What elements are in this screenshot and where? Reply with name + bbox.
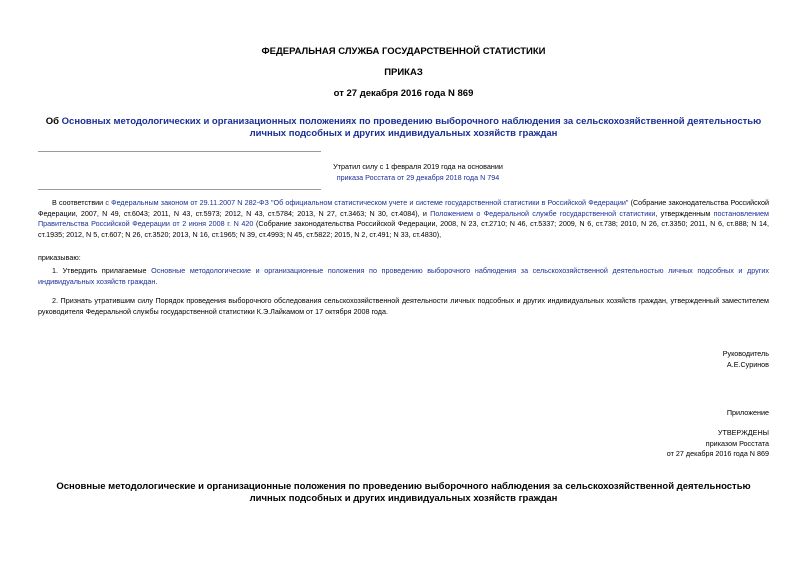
status-line: Утратил силу с 1 февраля 2019 года на основании: [333, 162, 503, 171]
approved-date: от 27 декабря 2016 года N 869: [666, 449, 769, 458]
appendix-title: Основные методологические и организационные положения по проведению выборочного наблюдения за сельскохозяйственной деятельностью личных подсобных и других индивидуальных хозяйств граждан: [56, 481, 751, 504]
doc-type-heading: ПРИКАЗ: [384, 67, 423, 78]
status-note: [318, 162, 518, 183]
federal-law-link[interactable]: с Федеральным законом от 29.11.2007 N 282-ФЗ "Об официальном статистическом учете и системе государственной статистики в Российской Федерации": [105, 198, 629, 207]
preamble-text-a: В соответствии: [52, 198, 106, 207]
item-1-text-a: 1. Утвердить прилагаемые: [52, 266, 152, 275]
order-title: [40, 116, 767, 140]
preamble-text-d: (Собрание законодательства Российской Федерации, 2008, N 23, ст.2710; N 46, ст.5337; 2009, N 6, ст.738; 2010, N 26, ст.3350; 2011, N 6, ст.888; N 14, ст.1935; 2012, N 5, ст.607; N 26, ст.3520; 2013, N 16, ст.1965; N 39, ст.4993; N 45, ст.5822; 2015, N 2, ст.491; N 33, ст.4830),: [38, 219, 769, 239]
approved-provisions-link[interactable]: Основные методологические и организационные положения по проведению выборочного наблюдения за сельскохозяйственной деятельностью личных подсобных и других индивидуальных хозяйств граждан: [38, 266, 769, 286]
divider-bottom: [38, 189, 321, 190]
order-word: приказываю:: [38, 253, 81, 262]
approval-block: [667, 428, 769, 460]
signature-block: [723, 349, 769, 370]
agency-heading: ФЕДЕРАЛЬНАЯ СЛУЖБА ГОСУДАРСТВЕННОЙ СТАТИСТИКИ: [261, 46, 546, 57]
approved-word: УТВЕРЖДЕНЫ: [717, 428, 769, 437]
preamble-paragraph: [38, 198, 769, 240]
order-date-heading: от 27 декабря 2016 года N 869: [333, 88, 474, 99]
signatory-name: А.Е.Суринов: [726, 359, 769, 369]
regulation-link[interactable]: Положением о Федеральной службе государственной статистики: [430, 208, 656, 218]
item-1-text-b: .: [155, 276, 158, 286]
order-item-2: [38, 296, 769, 317]
appendix-label: Приложение: [726, 408, 769, 417]
approved-by-order: приказом Росстата: [705, 438, 769, 448]
government-decree-link[interactable]: постановлением Правительства Российской Федерации от 2 июня 2008 г. N 420: [38, 208, 769, 228]
preamble-text-c: , утвержденным: [655, 208, 714, 218]
order-title-prefix: Об: [45, 116, 62, 127]
divider-top: [38, 151, 321, 152]
item-2-text: 2. Признать утратившим силу Порядок проведения выборочного обследования сельскохозяйственной деятельности личных подсобных и других индивидуальных хозяйств граждан, утвержденный заместителем руководителя Федеральной службы государственной статистики К.Э.Лайкамом от 17 октября 2008 года.: [38, 296, 769, 316]
status-repeal-link[interactable]: приказа Росстата от 29 декабря 2018 года N 794: [336, 172, 500, 182]
preamble-text-b: (Собрание законодательства Российской Федерации, 2007, N 49, ст.6043; 2011, N 43, ст.5973; 2012, N 43, ст.5784; 2013, N 27, ст.3463; N 30, ст.4084), и: [38, 198, 769, 218]
signatory-role: Руководитель: [722, 349, 769, 358]
order-title-link[interactable]: Основных методологических и организационных положениях по проведению выборочного наблюдения за сельскохозяйственной деятельностью личных подсобных и других индивидуальных хозяйств граждан: [61, 116, 762, 139]
order-item-1: [38, 266, 769, 287]
